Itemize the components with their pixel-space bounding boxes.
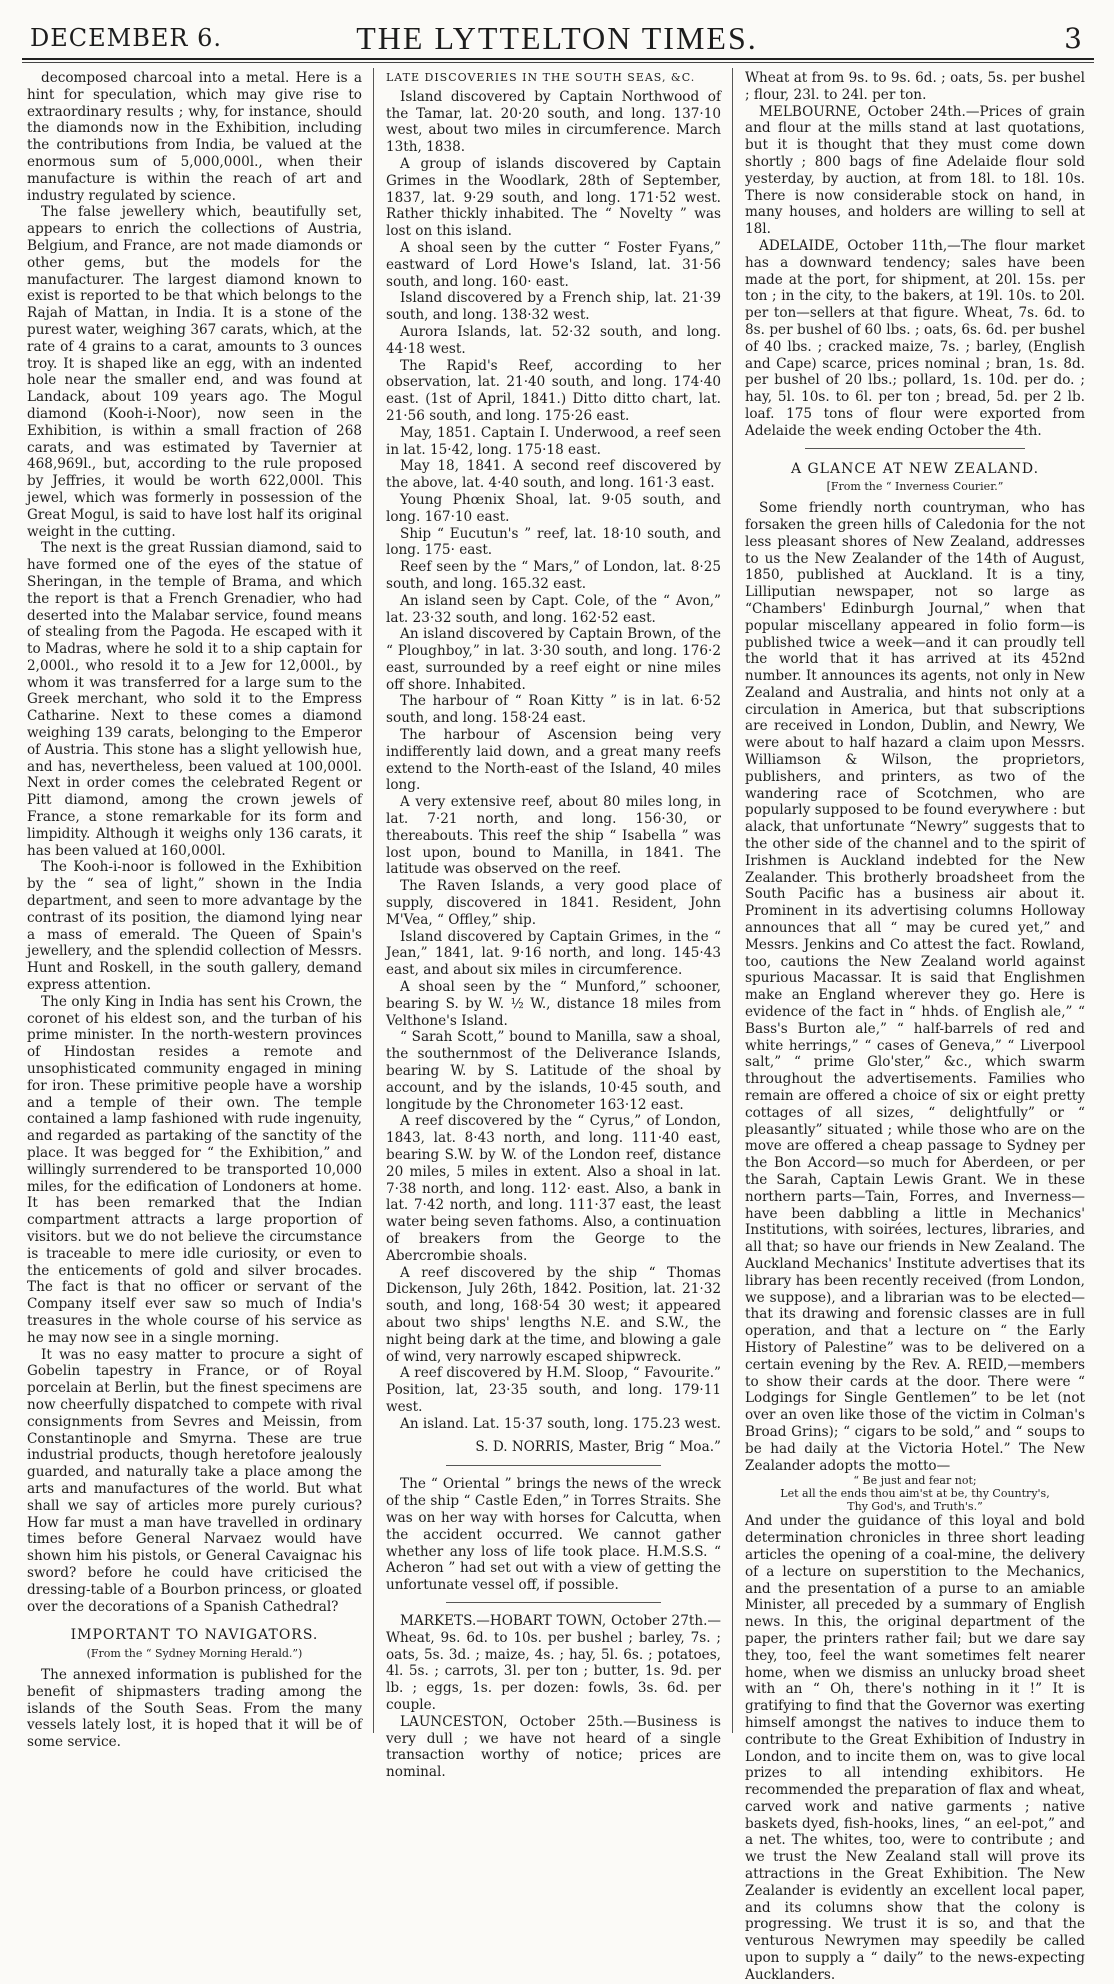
- discovery-item: May, 1851. Captain I. Underwood, a reef seen in lat. 15·42, long. 175·18 east.: [386, 424, 721, 458]
- markets-paragraph: MELBOURNE, October 24th.—Prices of grain and flour at the mills stand at last quotations, but it is thought that they must come down shortly ; 800 bags of fine Adelaide flour sold yesterday, by auction, at from 18l. to 18l. 10s. There is now considerable stock on hand, in many houses, and holders are willing to sell at 18l.: [745, 103, 1085, 238]
- paragraph: decomposed charcoal into a metal. Here is a hint for speculation, which may give rise to extraordinary results ; why, for instance, should the diamonds now in the Exhibition, including the contributions from India, be valued at the enormous sum of 5,000,000l., when their manufacture is within the reach of art and industry regulated by science.: [27, 70, 362, 204]
- paragraph: Wheat at from 9s. to 9s. 6d. ; oats, 5s. per bushel ; flour, 23l. to 24l. per ton.: [745, 70, 1085, 103]
- paragraph: The Kooh-i-noor is followed in the Exhibition by the “ sea of light,” shown in the India department, and seen to more advantage by the contrast of its position, the diamond lying near a mass of emerald. The Queen of Spain's jewellery, and the splendid collection of Messrs. Hunt and Roskell, in the south gallery, demand express attention.: [27, 859, 362, 994]
- paragraph: It was no easy matter to procure a sight of Gobelin tapestry in France, or of Royal porcelain at Berlin, but the finest specimens are now cheerfully dispatched to compete with rival consignments from Sevres and Meissin, from Constantinople and Smyrna. These are true industrial products, though heretofore jealously guarded, and naturally take a place among the arts and manufactures of the world. But what shall we say of articles more purely curious? How far must a man have travelled in ordinary times before General Narvaez would have shown him his pistols, or General Cavaignac his sword? before he could have criticised the dressing-table of a Bourbon princess, or gloated over the decorations of a Spanish Cathedral?: [27, 1346, 362, 1615]
- column-2: [386, 70, 721, 1781]
- masthead: [20, 18, 1094, 58]
- discovery-item: “ Sarah Scott,” bound to Manilla, saw a shoal, the southernmost of the Deliverance Islands, bearing W. by S. Latitude of the shoal by account, and by the islands, 10·45 south, and longitude by the Chronometer 163·12 east.: [386, 1029, 721, 1113]
- article-source: [From the “ Inverness Courier.”: [826, 480, 1004, 494]
- discovery-item: Aurora Islands, lat. 52·32 south, and long. 44·18 west.: [386, 323, 721, 357]
- signature: S. D. NORRIS, Master, Brig “ Moa.”: [475, 1438, 721, 1455]
- article-source: (From the “ Sydney Morning Herald.”): [86, 1647, 303, 1661]
- discovery-item: Island discovered by a French ship, lat. 21·39 south, and long. 138·32 west.: [386, 290, 721, 324]
- masthead-rule-thin: [22, 62, 1094, 63]
- discovery-item: A shoal seen by the cutter “ Foster Fyans,” eastward of Lord Howe's Island, lat. 31·56 south, and long. 160· east.: [386, 239, 721, 290]
- newspaper-title: THE LYTTELTON TIMES.: [356, 20, 758, 56]
- motto-line: Thy God's, and Truth's.”: [847, 1500, 983, 1514]
- discovery-item: Island discovered by Captain Grimes, in the “ Jean,” 1841, lat. 9·16 north, and long. 145·43 east, and about six miles in circumference.: [386, 928, 721, 979]
- paragraph: The false jewellery which, beautifully set, appears to enrich the collections of Austria, Belgium, and France, are not made diamonds or other gems, but the models for the manufacturer. The largest diamond known to exist is reported to be that which belongs to the Rajah of Mattan, in India. It is a stone of the purest water, weighing 367 carats, which, at the rate of 4 grains to a carat, amounts to 3 ounces troy. It is shaped like an egg, with an indented hole near the smaller end, and was found at Landack, about 109 years ago. The Mogul diamond (Kooh-i-Noor), now seen in the Exhibition, is within a small fraction of 268 carats, and was estimated by Tavernier at 468,969l., but, according to the rule proposed by Jeffries, it would be worth 622,000l. This jewel, which was formerly in possession of the Great Mogul, is said to have lost half its original weight in the cutting.: [27, 204, 362, 540]
- divider: [805, 448, 1025, 449]
- markets-paragraph: MARKETS.—HOBART TOWN, October 27th.—Wheat, 9s. 6d. to 10s. per bushel ; barley, 7s. ; oats, 5s. 3d. ; maize, 4s. ; hay, 5l. 6s. ; potatoes, 4l. 5s. ; carrots, 3l. per ton ; butter, 1s. 9d. per lb. ; eggs, 1s. per dozen: fowls, 3s. 6d. per couple.: [386, 1612, 721, 1713]
- discovery-item: The Rapid's Reef, according to her observation, lat. 21·40 south, and long. 174·40 east. (1st of April, 1841.) Ditto ditto chart, lat. 21·56 south, and long. 175·26 east.: [386, 357, 721, 424]
- discovery-item: An island discovered by Captain Brown, of the “ Ploughboy,” in lat. 3·30 south, and long. 176·2 east, surrounded by a reef eight or nine miles off shore. Inhabited.: [386, 626, 721, 693]
- discovery-item: The harbour of “ Roan Kitty ” is in lat. 6·52 south, and long. 158·24 east.: [386, 693, 721, 727]
- issue-date: DECEMBER 6.: [30, 24, 222, 52]
- paragraph: The next is the great Russian diamond, said to have formed one of the eyes of the statue of Sheringan, in the temple of Brama, and which the report is that a French Grenadier, who had deserted into the Malabar service, found means of stealing from the Pagoda. He escaped with it to Madras, where he sold it to a ship captain for 2,000l., who resold it to a Jew for 12,000l., by whom it was transferred for a large sum to the Greek merchant, who sold it to the Empress Catharine. Next to these comes a diamond weighing 139 carats, belonging to the Emperor of Austria. This stone has a slight yellowish hue, and has, nevertheless, been valued at 100,000l. Next in order comes the celebrated Regent or Pitt diamond, among the crown jewels of France, a stone remarkable for its form and limpidity. Although it weighs only 136 carats, it has been valued at 160,000l.: [27, 540, 362, 859]
- discovery-item: The Raven Islands, a very good place of supply, discovered in 1841. Resident, John M'Vea, “ Offley,” ship.: [386, 878, 721, 928]
- paragraph: The annexed information is published for the benefit of shipmasters trading among the islands of the South Seas. From the many vessels lately lost, it is hoped that it will be of some service.: [27, 1666, 362, 1751]
- motto-line: “ Be just and fear not;: [853, 1474, 977, 1488]
- markets-paragraph: LAUNCESTON, October 25th.—Business is very dull ; we have not heard of a single transaction worthy of notice; prices are nominal.: [386, 1713, 721, 1781]
- article-heading: IMPORTANT TO NAVIGATORS.: [70, 1627, 319, 1644]
- discovery-item: A reef discovered by the “ Cyrus,” of London, 1843, lat. 8·43 north, and long. 111·40 east, bearing S.W. by W. of the London reef, distance 20 miles, 5 miles in extent. Also a shoal in lat. 7·38 north, and long. 112· east. Also, a bank in lat. 7·42 north, and long. 111·37 east, the least water being seven fathoms. Also, a continuation of breakers from the George to the Abercrombie shoals.: [386, 1113, 721, 1264]
- paragraph: And under the guidance of this loyal and bold determination chronicles in three short leading articles the opening of a coal-mine, the delivery of a lecture on superstition to the Mechanics, and the presentation of a purse to an amiable Minister, all preceded by a summary of English news. In this, the original department of the paper, the printers rather fail; but we dare say they, too, feel the want sometimes felt nearer home, when we dismiss an unlucky broad sheet with an “ Oh, there's nothing in it !” It is gratifying to find that the Governor was exerting himself amongst the natives to induce them to contribute to the Great Exhibition of Industry in London, and to incite them on, was to give local prizes to all intending exhibitors. He recommended the preparation of flax and wheat, carved work and native garments ; native baskets dyed, fish-hooks, lines, “ an eel-pot,” and a net. The whites, too, were to contribute ; and we trust the New Zealand stall will prove its attractions in the Great Exhibition. The New Zealander is evidently an excellent local paper, and its columns show that the colony is progressing. We trust it is so, and that the venturous Newrymen may speedily be called upon to supply a “ daily” to the news-expecting Aucklanders.: [745, 1513, 1085, 1983]
- discovery-item: A group of islands discovered by Captain Grimes in the Woodlark, 28th of September, 1837, lat. 9·29 south, and long. 171·52 west. Rather thickly inhabited. The “ Novelty ” was lost on this island.: [386, 155, 721, 240]
- section-heading: LATE DISCOVERIES IN THE SOUTH SEAS, &C.: [386, 71, 696, 84]
- paragraph: The only King in India has sent his Crown, the coronet of his eldest son, and the turban of his prime minister. In the north-western provinces of Hindostan resides a remote and unsophisticated community engaged in mining for iron. These primitive people have a worship and a temple of their own. The temple contained a lamp fashioned with rude ingenuity, and regarded as partaking of the sanctity of the place. It was begged for “ the Exhibition,” and willingly surrendered to be transported 10,000 miles, for the edification of Londoners at home. It has been remarked that the Indian compartment attracts a large proportion of visitors. but we do not believe the circumstance is traceable to mere idle curiosity, or even to the enticements of gold and silver brocades. The fact is that no officer or servant of the Company itself ever saw so much of India's treasures in the whole course of his service as he may now see in a single morning.: [27, 993, 362, 1346]
- discovery-item: Island discovered by Captain Northwood of the Tamar, lat. 20·20 south, and long. 137·10 west, about two miles in circumference. March 13th, 1838.: [386, 88, 721, 156]
- article-heading: A GLANCE AT NEW ZEALAND.: [790, 460, 1040, 477]
- markets-paragraph: ADELAIDE, October 11th,—The flour market has a downward tendency; sales have been made at the port, for shipment, at 20l. 15s. per ton ; in the city, to the bakers, at 19l. 10s. to 20l. per ton—sellers at that figure. Wheat, 7s. 6d. to 8s. per bushel of 60 lbs. ; oats, 6s. 6d. per bushel of 40 lbs. ; cracked maize, 7s. ; barley, (English and Cape) scarce, prices nominal ; bran, 1s. 8d. per bushel of 20 lbs.; pollard, 1s. 10d. per do. ; hay, 5l. 10s. to 6l. per ton ; bread, 5d. per 2 lb. loaf. 175 tons of flour were exported from Adelaide the week ending October the 4th.: [745, 237, 1085, 439]
- page-number: 3: [1064, 22, 1082, 55]
- discovery-item: A reef discovered by the ship “ Thomas Dickenson, July 26th, 1842. Position, lat. 21·32 south, and long, 168·54 30 west; it appeared about two ships' lengths N.E. and S.W., the night being dark at the time, and blowing a gale of wind, very narrowly escaped shipwreck.: [386, 1264, 721, 1365]
- discovery-item: May 18, 1841. A second reef discovered by the above, lat. 4·40 south, and long. 161·3 east.: [386, 458, 721, 492]
- column-divider: [732, 68, 733, 1733]
- paragraph: The “ Oriental ” brings the news of the wreck of the ship “ Castle Eden,” in Torres Straits. She was on her way with horses for Calcutta, when the accident occurred. We cannot gather whether any loss of life took place. H.M.S.S. “ Acheron ” had set out with a view of getting the unfortunate vessel off, if possible.: [386, 1476, 721, 1594]
- motto-line: Let all the ends thou aim'st at be, thy Country's,: [780, 1487, 1050, 1501]
- column-1: [27, 70, 362, 1751]
- masthead-rule: [22, 58, 1094, 60]
- divider: [446, 1602, 661, 1603]
- divider: [446, 1465, 661, 1466]
- discovery-item: The harbour of Ascension being very indifferently laid down, and a great many reefs extend to the North-east of the Island, 40 miles long.: [386, 727, 721, 794]
- column-divider: [373, 68, 374, 1733]
- column-3: [745, 70, 1085, 1983]
- discovery-item: Reef seen by the “ Mars,” of London, lat. 8·25 south, and long. 165.32 east.: [386, 559, 721, 592]
- discovery-item: Young Phœnix Shoal, lat. 9·05 south, and long. 167·10 east.: [386, 491, 721, 525]
- discovery-item: An island. Lat. 15·37 south, long. 175.23 west.: [400, 1415, 721, 1432]
- discovery-item: An island seen by Capt. Cole, of the “ Avon,” lat. 23·32 south, and long. 162·52 east.: [386, 592, 721, 626]
- discovery-item: A very extensive reef, about 80 miles long, in lat. 7·21 north, and long. 156·30, or thereabouts. This reef the ship “ Isabella ” was lost upon, bound to Manilla, in 1841. The latitude was observed on the reef.: [386, 794, 721, 878]
- paragraph: Some friendly north countryman, who has forsaken the green hills of Caledonia for the not less pleasant shores of New Zealand, addresses to us the New Zealander of the 14th of August, 1850, published at Auckland. It is a tiny, Lilliputian newspaper, not so large as “Chambers' Edinburgh Journal,” when that popular miscellany appeared in folio form—is published twice a week—and it can proudly tell the world that it has arrived at its 452nd number. It announces its agents, not only in New Zealand and Australia, and hints not only at a circulation in America, but that subscriptions are received in London, Dublin, and Newry, We were about to half hazard a claim upon Messrs. Williamson & Wilson, the proprietors, publishers, and printers, as two of the wandering race of Scotchmen, who are popularly supposed to be found everywhere : but alack, that unfortunate “Newry” suggests that to the other side of the channel and to the spirit of Irishmen is Auckland indebted for the New Zealander. This brotherly broadsheet from the South Pacific has a business air about it. Prominent in its advertising columns Holloway announces that all “ may be cured yet,” and Messrs. Jenkins and Co attest the fact. Rowland, too, cautions the New Zealand world against spurious Macassar. It is said that Englishmen make an England wherever they go. Here is evidence of the fact in “ hhds. of English ale,” “ Bass's Burton ale,” “ half-barrels of red and white herrings,” “ cases of Geneva,” “ Liverpool salt,” “ prime Glo'ster,” &c., which swarm throughout the advertisements. Families who remain are offered a choice of six or eight pretty cottages of all sizes, “ delightfully” or “ pleasantly” situated ; while those who are on the move are offered a cheap passage to Sydney per the Bon Accord—so much for Aberdeen, or per the Sarah, Captain Lewis Grant. We in these northern parts—Tain, Forres, and Inverness—have been dabbling a little in Mechanics' Institutions, with soirées, lectures, libraries, and all that; so have our friends in New Zealand. The Auckland Mechanics' Institute advertises that its library has been recently received (from London, we suppose), and a librarian was to be elected—that its drawing and forensic classes are in full operation, and that a lecture on “ the Early History of Palestine” was to be delivered on a certain evening by the Rev. A. REID,—members to show their cards at the door. There were “ Lodgings for Single Gentlemen” to be let (not over an oven like those of the victim in Colman's Broad Grins); “ cigars to be sold,” and “ soups to be had daily at the Victoria Hotel.” The New Zealander adopts the motto—: [745, 500, 1085, 1474]
- discovery-item: A shoal seen by the “ Munford,” schooner, bearing S. by W. ½ W., distance 18 miles from Velthone's Island.: [386, 979, 721, 1029]
- discovery-item: Ship “ Eucutun's ” reef, lat. 18·10 south, and long. 175· east.: [386, 525, 721, 559]
- discovery-item: A reef discovered by H.M. Sloop, “ Favourite.” Position, lat, 23·35 south, and long. 179·11 west.: [386, 1365, 721, 1415]
